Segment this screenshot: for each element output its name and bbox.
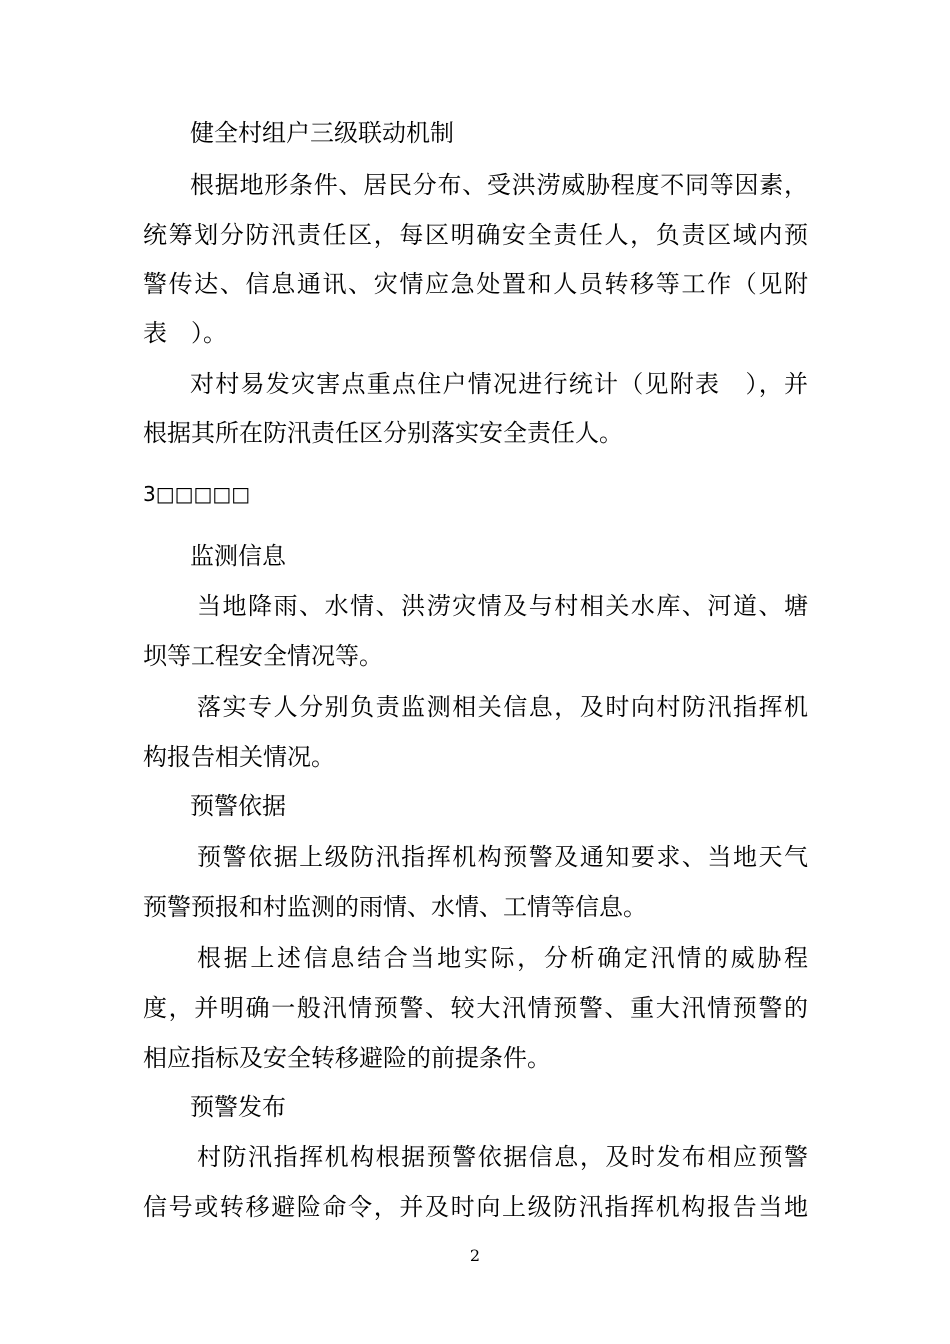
section-number-heading: 3□□□□□ bbox=[143, 482, 251, 506]
paragraph-line: 相应指标及安全转移避险的前提条件。 bbox=[143, 1044, 551, 1072]
paragraph-line: 构报告相关情况。 bbox=[143, 743, 335, 771]
paragraph-line: 表 ）。 bbox=[143, 319, 227, 347]
page-number: 2 bbox=[469, 1246, 481, 1265]
heading-warning-basis: 预警依据 bbox=[190, 792, 286, 820]
paragraph-line: 对村易发灾害点重点住户情况进行统计（见附表 ），并 bbox=[190, 370, 808, 398]
paragraph-line: 村防汛指挥机构根据预警依据信息，及时发布相应预警 bbox=[197, 1143, 808, 1171]
heading-warning-release: 预警发布 bbox=[190, 1093, 286, 1121]
paragraph-line: 落实专人分别负责监测相关信息，及时向村防汛指挥机 bbox=[197, 693, 808, 721]
paragraph-line: 预警依据上级防汛指挥机构预警及通知要求、当地天气 bbox=[197, 843, 808, 871]
paragraph-line: 信号或转移避险命令，并及时向上级防汛指挥机构报告当地 bbox=[143, 1193, 808, 1221]
paragraph-line: 坝等工程安全情况等。 bbox=[143, 642, 383, 670]
paragraph-line: 根据地形条件、居民分布、受洪涝威胁程度不同等因素， bbox=[190, 171, 808, 199]
heading-linkage-mechanism: 健全村组户三级联动机制 bbox=[190, 119, 454, 147]
paragraph-line: 当地降雨、水情、洪涝灾情及与村相关水库、河道、塘 bbox=[197, 592, 808, 620]
paragraph-line: 警传达、信息通讯、灾情应急处置和人员转移等工作（见附 bbox=[143, 270, 808, 298]
paragraph-line: 度，并明确一般汛情预警、较大汛情预警、重大汛情预警的 bbox=[143, 994, 808, 1022]
paragraph-line: 预警预报和村监测的雨情、水情、工情等信息。 bbox=[143, 893, 647, 921]
paragraph-line: 统筹划分防汛责任区，每区明确安全责任人，负责区域内预 bbox=[143, 221, 808, 249]
heading-monitoring-info: 监测信息 bbox=[190, 542, 286, 570]
paragraph-line: 根据上述信息结合当地实际，分析确定汛情的威胁程 bbox=[197, 944, 808, 972]
paragraph-line: 根据其所在防汛责任区分别落实安全责任人。 bbox=[143, 419, 623, 447]
